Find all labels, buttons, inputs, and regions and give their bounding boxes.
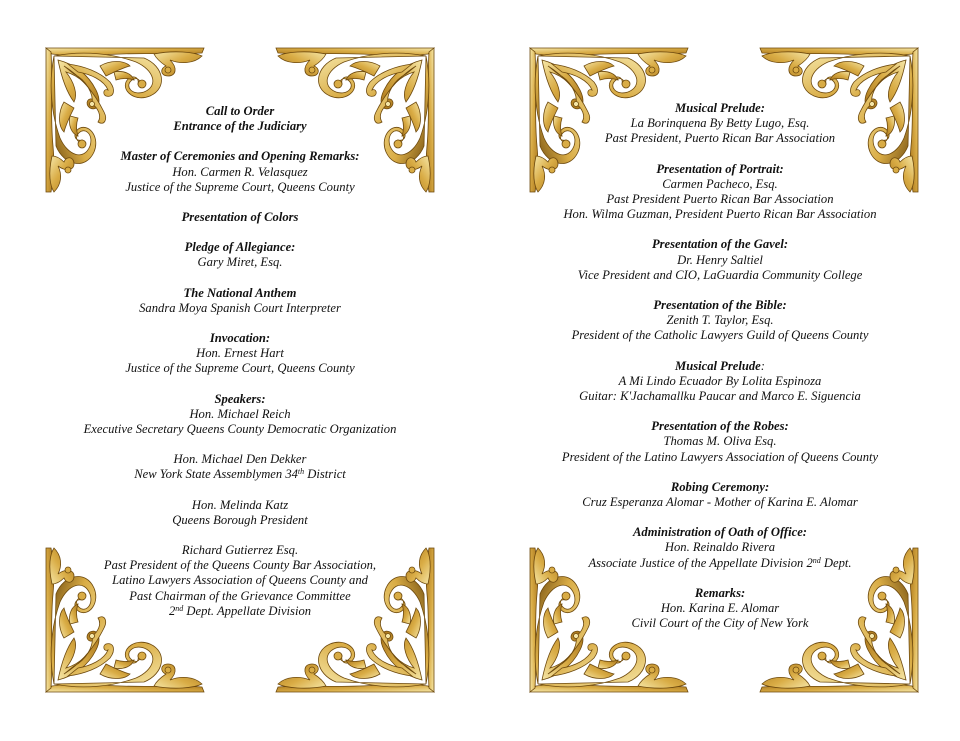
line-text: Richard Gutierrez Esq. xyxy=(181,543,299,558)
program-item xyxy=(0,104,480,134)
line-text: Presentation of Portrait: xyxy=(656,161,784,176)
line-text: Hon. Carmen R. Velasquez xyxy=(172,164,308,179)
program-item-text xyxy=(0,301,480,316)
program-item-text xyxy=(480,616,960,631)
program-item-heading xyxy=(0,286,480,301)
program-item-text xyxy=(0,452,480,467)
line-text: Hon. Reinaldo Rivera xyxy=(664,540,776,555)
program-item-text xyxy=(480,116,960,131)
line-text: Past Chairman of the Grievance Committee xyxy=(129,588,351,603)
program-item-text xyxy=(0,361,480,376)
program-item-text xyxy=(480,434,960,449)
program-item-text xyxy=(480,328,960,343)
program-item-text xyxy=(480,313,960,328)
program-item-heading xyxy=(480,525,960,540)
program-item xyxy=(480,101,960,147)
superscript: nd xyxy=(175,603,184,613)
program-item-heading xyxy=(0,149,480,164)
program-item xyxy=(0,286,480,316)
program-item-text xyxy=(0,255,480,270)
line-text: New York State Assemblymen 34 xyxy=(134,467,298,482)
program-item xyxy=(0,331,480,377)
line-text: Presentation of the Gavel: xyxy=(651,237,789,252)
line-text: Presentation of Colors xyxy=(181,210,299,225)
program-item-text xyxy=(480,556,960,571)
line-text: Zenith T. Taylor, Esq. xyxy=(666,313,774,328)
program-item-text xyxy=(480,540,960,555)
program-item-text xyxy=(0,513,480,528)
program-right-content xyxy=(480,101,960,646)
line-text: President of the Latino Lawyers Association of Queens County xyxy=(561,449,879,464)
line-text-suffix: District xyxy=(304,467,346,482)
line-text: Associate Justice of the Appellate Division 2 xyxy=(588,555,813,570)
line-text: Past President of the Queens County Bar Association, xyxy=(103,558,377,573)
program-item xyxy=(480,237,960,283)
program-item-text xyxy=(0,573,480,588)
line-text: Entrance of the Judiciary xyxy=(173,119,307,134)
line-text: Gary Miret, Esq. xyxy=(197,255,283,270)
line-text: Musical Prelude: xyxy=(675,101,765,115)
line-text: Hon. Melinda Katz xyxy=(191,497,289,512)
line-text: Hon. Michael Reich xyxy=(189,406,291,421)
program-page-right xyxy=(480,0,960,741)
program-item xyxy=(0,210,480,225)
line-text: Pledge of Allegiance: xyxy=(184,240,296,255)
line-text: Remarks: xyxy=(694,585,746,600)
line-text: Civil Court of the City of New York xyxy=(631,616,809,631)
line-text: Call to Order xyxy=(205,104,275,118)
line-text: Thomas M. Oliva Esq. xyxy=(663,434,777,449)
program-left-content xyxy=(0,104,480,634)
line-text: Sandra Moya Spanish Court Interpreter xyxy=(139,300,341,315)
program-item-heading xyxy=(480,359,960,374)
program-item xyxy=(480,162,960,223)
line-text: Hon. Wilma Guzman, President Puerto Rican Bar Association xyxy=(563,207,877,222)
line-text: Vice President and CIO, LaGuardia Community College xyxy=(577,267,863,282)
program-item-heading xyxy=(0,240,480,255)
line-text: Carmen Pacheco, Esq. xyxy=(662,176,778,191)
program-item-text xyxy=(480,374,960,389)
program-item xyxy=(480,298,960,344)
program-item-heading xyxy=(480,101,960,116)
line-text: Cruz Esperanza Alomar - Mother of Karina E. Alomar xyxy=(582,495,858,510)
program-item-text xyxy=(0,165,480,180)
program-item-heading xyxy=(0,119,480,134)
program-item-heading xyxy=(480,480,960,495)
line-text: A Mi Lindo Ecuador By Lolita Espinoza xyxy=(618,373,822,388)
program-item xyxy=(0,240,480,270)
superscript: nd xyxy=(812,555,821,565)
program-item xyxy=(480,359,960,405)
program-item-text xyxy=(0,346,480,361)
program-item-text xyxy=(480,253,960,268)
program-item-text xyxy=(0,589,480,604)
program-item xyxy=(0,543,480,619)
line-text: 2 xyxy=(168,603,176,618)
program-item-text xyxy=(480,495,960,510)
program-item-text xyxy=(480,192,960,207)
line-text: Hon. Ernest Hart xyxy=(196,346,284,361)
program-item-text xyxy=(480,207,960,222)
line-text: Hon. Karina E. Alomar xyxy=(660,601,780,616)
program-item-text xyxy=(0,558,480,573)
program-item-text xyxy=(480,131,960,146)
line-text: Musical Prelude xyxy=(675,358,761,373)
program-item-heading xyxy=(480,586,960,601)
program-item-text xyxy=(480,268,960,283)
line-text: Past President, Puerto Rican Bar Association xyxy=(604,131,836,146)
line-text: Hon. Michael Den Dekker xyxy=(173,452,307,467)
program-item-heading xyxy=(480,419,960,434)
program-item-text xyxy=(480,177,960,192)
line-text: Justice of the Supreme Court, Queens County xyxy=(125,179,355,194)
program-item-heading xyxy=(480,237,960,252)
program-item-heading xyxy=(480,298,960,313)
line-text: Speakers: xyxy=(214,391,266,406)
program-item-text xyxy=(0,543,480,558)
program-item-heading xyxy=(0,392,480,407)
superscript: th xyxy=(297,467,305,477)
program-item xyxy=(480,586,960,632)
line-text: Dr. Henry Saltiel xyxy=(677,252,763,267)
line-text-suffix: : xyxy=(760,358,765,373)
line-text: Guitar: K'Jachamallku Paucar and Marco E. Siguencia xyxy=(579,389,861,404)
program-item-heading xyxy=(480,162,960,177)
program-item xyxy=(0,498,480,528)
program-item-text xyxy=(0,498,480,513)
line-text-suffix: Dept. xyxy=(820,555,852,570)
line-text: Master of Ceremonies and Opening Remarks: xyxy=(120,149,360,164)
line-text: Administration of Oath of Office: xyxy=(633,525,807,540)
program-item-text xyxy=(0,422,480,437)
line-text: President of the Catholic Lawyers Guild of Queens County xyxy=(571,328,869,343)
program-item xyxy=(480,419,960,465)
program-item-text xyxy=(0,180,480,195)
program-item-heading xyxy=(0,210,480,225)
line-text-suffix: Dept. Appellate Division xyxy=(183,603,312,618)
line-text: Presentation of the Robes: xyxy=(651,419,789,434)
program-item xyxy=(0,452,480,482)
program-item-text xyxy=(0,407,480,422)
program-item xyxy=(0,149,480,195)
line-text: Presentation of the Bible: xyxy=(653,298,787,313)
program-item-text xyxy=(480,389,960,404)
program-item xyxy=(0,392,480,438)
line-text: Past President Puerto Rican Bar Association xyxy=(606,192,834,207)
line-text: Latino Lawyers Association of Queens County and xyxy=(112,573,368,588)
program-item-text xyxy=(0,604,480,619)
line-text: La Borinquena By Betty Lugo, Esq. xyxy=(630,116,810,131)
line-text: Justice of the Supreme Court, Queens County xyxy=(125,361,355,376)
program-item-text xyxy=(480,601,960,616)
line-text: The National Anthem xyxy=(183,285,297,300)
program-item-text xyxy=(0,467,480,482)
program-item-heading xyxy=(0,331,480,346)
program-item xyxy=(480,525,960,571)
program-item-text xyxy=(480,450,960,465)
line-text: Queens Borough President xyxy=(172,512,308,527)
program-item-heading xyxy=(0,104,480,119)
line-text: Robing Ceremony: xyxy=(670,479,770,494)
program-item xyxy=(480,480,960,510)
line-text: Executive Secretary Queens County Democratic Organization xyxy=(83,422,397,437)
line-text: Invocation: xyxy=(209,331,271,346)
